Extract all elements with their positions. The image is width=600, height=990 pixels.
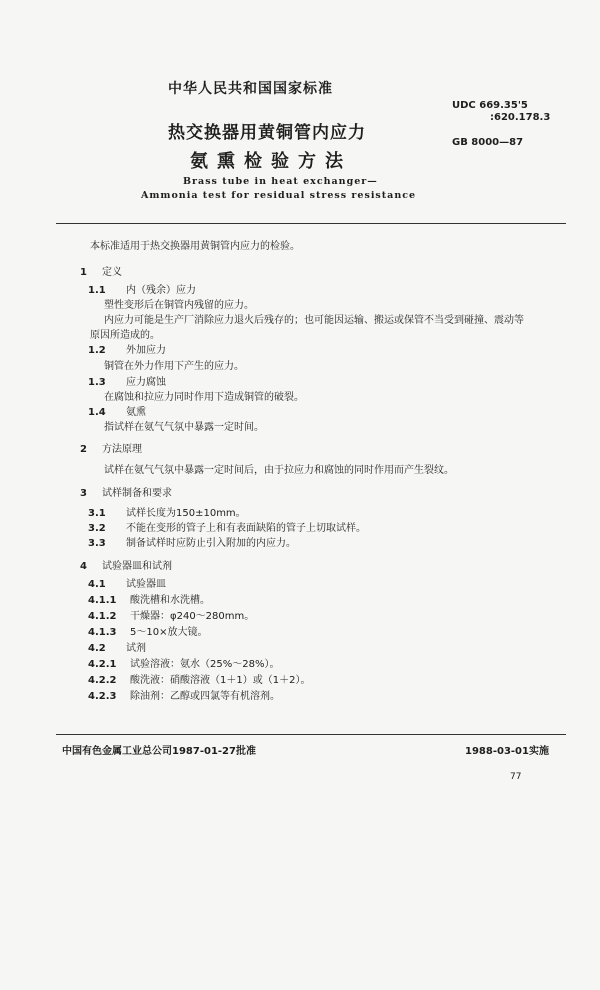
section-number: 4.2.3 bbox=[88, 691, 117, 702]
section-text: 酸洗液：硝酸溶液（1＋1）或（1＋2）。 bbox=[130, 675, 311, 686]
section-3-heading bbox=[80, 487, 172, 500]
section-number: 4.1.2 bbox=[88, 611, 117, 622]
section-2-heading bbox=[80, 443, 142, 456]
section-number: 1.3 bbox=[88, 377, 106, 388]
udc-line2: :620.178.3 bbox=[490, 112, 551, 123]
section-1-4-para: 指试样在氨气气氛中暴露一定时间。 bbox=[104, 422, 264, 433]
section-4-2-3 bbox=[88, 690, 280, 703]
section-number: 4.1.3 bbox=[88, 627, 117, 638]
section-1-heading bbox=[80, 266, 122, 279]
title-english-line2: Ammonia test for residual stress resistance bbox=[141, 190, 417, 201]
section-number: 1.1 bbox=[88, 285, 106, 296]
section-number: 3.2 bbox=[88, 523, 106, 534]
udc-code bbox=[452, 100, 550, 124]
section-number: 2 bbox=[80, 444, 87, 455]
section-number: 3.1 bbox=[88, 508, 106, 519]
section-4-1-2 bbox=[88, 610, 254, 623]
section-number: 4.2 bbox=[88, 643, 106, 654]
section-title: 试验器皿和试剂 bbox=[102, 561, 172, 572]
section-text: 5～10×放大镜。 bbox=[130, 627, 208, 638]
page-number: 77 bbox=[510, 772, 522, 782]
standard-name: 中华人民共和国国家标准 bbox=[168, 81, 333, 97]
section-number: 4.2.2 bbox=[88, 675, 117, 686]
section-number: 4.2.1 bbox=[88, 659, 117, 670]
section-3-2 bbox=[88, 522, 366, 535]
approval-note: 中国有色金属工业总公司1987-01-27批准 bbox=[62, 746, 256, 757]
title-english-line1: Brass tube in heat exchanger— bbox=[183, 176, 378, 187]
top-divider bbox=[56, 223, 566, 224]
section-text: 酸洗槽和水洗槽。 bbox=[130, 595, 210, 606]
section-title: 试样制备和要求 bbox=[102, 488, 172, 499]
section-number: 4.1.1 bbox=[88, 595, 117, 606]
section-4-heading bbox=[80, 560, 172, 573]
section-4-2-1 bbox=[88, 658, 279, 671]
section-1-4-heading bbox=[88, 406, 146, 419]
section-text: 试样长度为150±10mm。 bbox=[126, 508, 246, 519]
section-4-1-3 bbox=[88, 626, 207, 639]
udc-line1: UDC 669.35'5 bbox=[452, 100, 528, 111]
bottom-divider bbox=[56, 734, 566, 735]
section-number: 4 bbox=[80, 561, 87, 572]
section-1-3-para: 在腐蚀和拉应力同时作用下造成铜管的破裂。 bbox=[104, 392, 304, 403]
section-title: 应力腐蚀 bbox=[126, 377, 166, 388]
section-1-2-para: 铜管在外力作用下产生的应力。 bbox=[104, 361, 244, 372]
section-1-1-heading bbox=[88, 284, 196, 297]
title-chinese-line1: 热交换器用黄铜管内应力 bbox=[168, 123, 366, 143]
section-text: 干燥器：φ240～280mm。 bbox=[130, 611, 255, 622]
section-title: 外加应力 bbox=[126, 345, 166, 356]
section-title: 方法原理 bbox=[102, 444, 142, 455]
section-2-para: 试样在氨气气氛中暴露一定时间后，由于拉应力和腐蚀的同时作用而产生裂纹。 bbox=[104, 465, 454, 476]
section-4-1-heading bbox=[88, 578, 166, 591]
section-number: 1.2 bbox=[88, 345, 106, 356]
section-text: 不能在变形的管子上和有表面缺陷的管子上切取试样。 bbox=[126, 523, 366, 534]
effective-date: 1988-03-01实施 bbox=[465, 746, 549, 757]
section-title: 试验器皿 bbox=[126, 579, 166, 590]
section-1-1-para2: 内应力可能是生产厂消除应力退火后残存的；也可能因运输、搬运或保管不当受到碰撞、震动等 bbox=[104, 315, 524, 326]
section-4-2-2 bbox=[88, 674, 310, 687]
section-4-1-1 bbox=[88, 594, 210, 607]
section-4-2-heading bbox=[88, 642, 146, 655]
section-text: 试验溶液：氨水（25%～28%）。 bbox=[130, 659, 280, 670]
section-number: 4.1 bbox=[88, 579, 106, 590]
title-chinese-line2: 氨熏检验方法 bbox=[190, 151, 352, 172]
section-title: 内（残余）应力 bbox=[126, 285, 196, 296]
intro-paragraph: 本标准适用于热交换器用黄铜管内应力的检验。 bbox=[90, 241, 300, 252]
section-title: 定义 bbox=[102, 267, 122, 278]
section-title: 氨熏 bbox=[126, 407, 146, 418]
section-1-1-para2-cont: 原因所造成的。 bbox=[90, 330, 160, 341]
gb-code: GB 8000—87 bbox=[452, 137, 524, 148]
section-text: 制备试样时应防止引入附加的内应力。 bbox=[126, 538, 296, 549]
section-number: 3 bbox=[80, 488, 87, 499]
section-text: 除油剂：乙醇或四氯等有机溶剂。 bbox=[130, 691, 280, 702]
section-title: 试剂 bbox=[126, 643, 146, 654]
section-3-1 bbox=[88, 507, 246, 520]
section-1-3-heading bbox=[88, 376, 166, 389]
section-number: 1 bbox=[80, 267, 87, 278]
section-number: 1.4 bbox=[88, 407, 106, 418]
section-1-2-heading bbox=[88, 344, 166, 357]
section-3-3 bbox=[88, 537, 296, 550]
section-number: 3.3 bbox=[88, 538, 106, 549]
section-1-1-para1: 塑性变形后在铜管内残留的应力。 bbox=[104, 300, 254, 311]
